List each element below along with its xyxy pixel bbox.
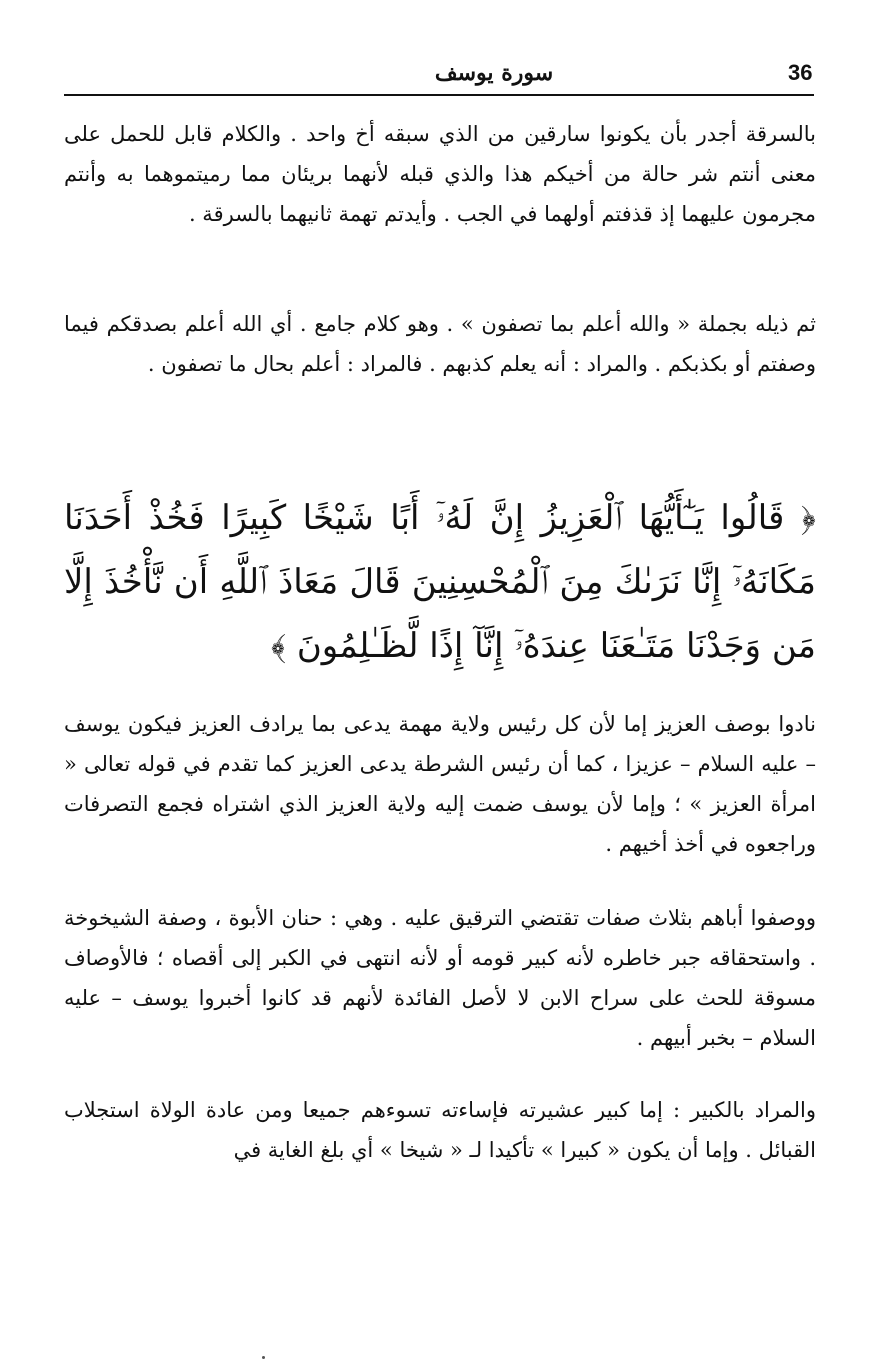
paragraph-5: والمراد بالكبير : إما كبير عشيرته فإساءته تسوءهم جميعا ومن عادة الولاة استجلاب القبائل . وإما أن يكون « كبيرا » تأكيدا لـ « شيخا » أي بلغ الغاية في (64, 1098, 816, 1162)
paragraph-2: ثم ذيله بجملة « والله أعلم بما تصفون » . وهو كلام جامع . أي الله أعلم بصدقكم فيما وصفتم أو بكذبكم . والمراد : أنه يعلم كذبهم . فالمراد : أعلم بحال ما تصفون . (64, 312, 816, 376)
paragraph-1: بالسرقة أجدر بأن يكونوا سارقين من الذي سبقه أخ واحد . والكلام قابل للحمل على معنى أنتم شر حالة من أخيكم هذا والذي قبله لأنهما بريئان مما رميتموهما به وأنتم مجرمون عليهما إذ قذفتم أولهما في الجب . وأيدتم تهمة ثانيهما بالسرقة . (64, 122, 816, 226)
running-title: سورة يوسف (434, 60, 554, 86)
scan-speck (262, 1356, 265, 1359)
paragraph-4: ووصفوا أباهم بثلاث صفات تقتضي الترقيق عليه . وهي : حنان الأبوة ، وصفة الشيخوخة . واستحقاقه جبر خاطره لأنه كبير قومه أو لأنه انتهى في الكبر إلى أقصاه ؛ فالأوصاف مسوقة للحث على سراح الابن لا لأصل الفائدة لأنهم قد كانوا أخبروا يوسف – عليه السلام – بخبر أبيهم . (64, 906, 816, 1050)
quran-verse: ﴿ قَالُوا يَـٰٓأَيُّهَا ٱلْعَزِيزُ إِنَّ لَهُۥٓ أَبًا شَيْخًا كَبِيرًا فَخُذْ أَحَدَنَا مَكَانَهُۥٓ إِنَّا نَرَىٰكَ مِنَ ٱلْمُحْسِنِينَ قَالَ مَعَاذَ ٱللَّهِ أَن نَّأْخُذَ إِلَّا مَن وَجَدْنَا مَتَـٰعَنَا عِندَهُۥٓ إِنَّآ إِذًا لَّظَـٰلِمُونَ ﴾ (64, 498, 816, 666)
header-rule (64, 94, 814, 96)
paragraph-3: نادوا بوصف العزيز إما لأن كل رئيس ولاية مهمة يدعى بما يرادف العزيز فيكون يوسف – عليه السلام – عزيزا ، كما أن رئيس الشرطة يدعى العزيز كما تقدم في قوله تعالى « امرأة العزيز » ؛ وإما لأن يوسف ضمت إليه ولاية العزيز الذي اشتراه فجمع التصرفات وراجعوه في أخذ أخيهم . (64, 712, 816, 856)
page-header (64, 52, 814, 98)
page-number: 36 (788, 60, 813, 85)
